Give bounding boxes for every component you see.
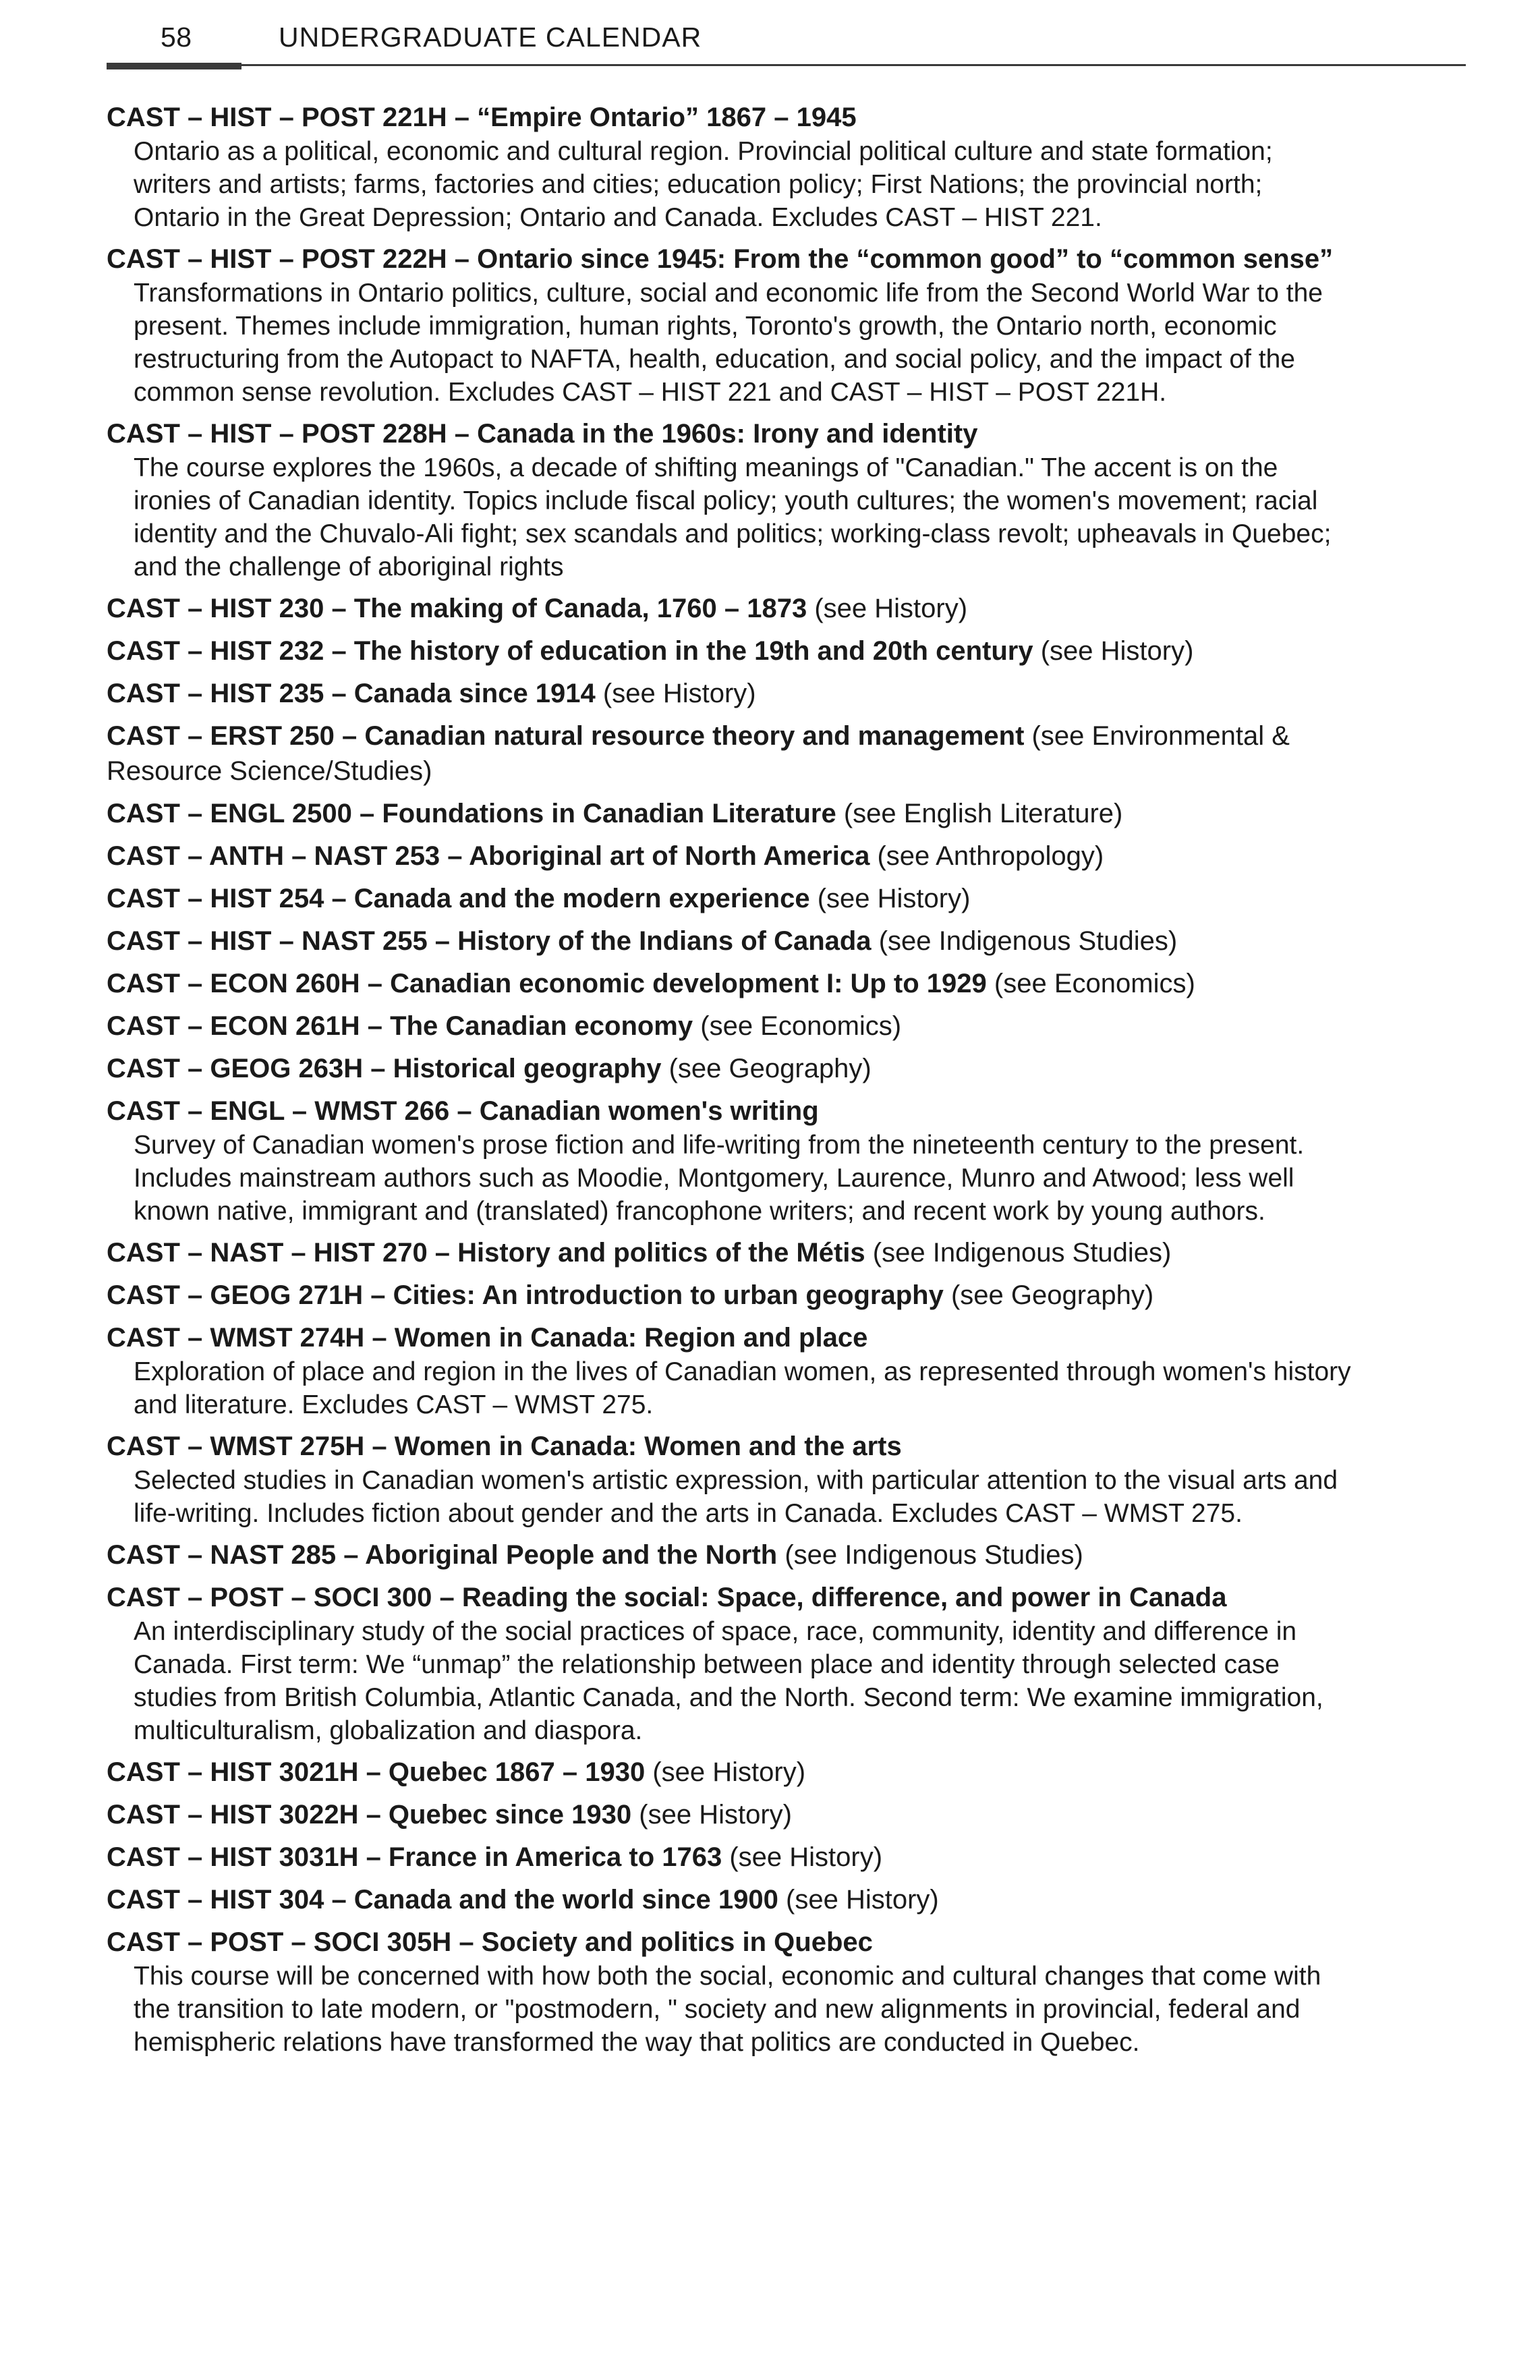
course-entry — [107, 1429, 1351, 1530]
course-title: CAST – GEOG 271H – Cities: An introduction to urban geography — [107, 1280, 944, 1310]
course-title: CAST – ENGL – WMST 266 – Canadian women's writing — [107, 1096, 819, 1126]
course-heading — [107, 100, 1351, 135]
course-heading — [107, 676, 1351, 711]
course-title: CAST – HIST – POST 222H – Ontario since 1945: From the “common good” to “common sense” — [107, 244, 1334, 274]
course-cross-reference: (see Indigenous Studies) — [872, 1238, 1172, 1268]
course-heading — [107, 1094, 1351, 1129]
course-title: CAST – HIST 232 – The history of education in the 19th and 20th century — [107, 636, 1033, 666]
course-heading — [107, 1051, 1351, 1086]
course-heading — [107, 1755, 1351, 1790]
course-title: CAST – NAST 285 – Aboriginal People and the North — [107, 1540, 778, 1570]
course-entry — [107, 591, 1351, 626]
course-cross-reference: (see History) — [652, 1757, 806, 1787]
course-heading — [107, 591, 1351, 626]
course-heading — [107, 796, 1351, 831]
course-heading — [107, 1580, 1351, 1615]
course-entry — [107, 676, 1351, 711]
course-heading — [107, 1320, 1351, 1355]
course-description: Ontario as a political, economic and cultural region. Provincial political culture and state formation; writers and artists; farms, factories and cities; education policy; First Nations; the provincial north; Ontario in the Great Depression; Ontario and Canada. Excludes CAST – HIST 221. — [134, 137, 1273, 232]
course-title: CAST – HIST 230 – The making of Canada, 1760 – 1873 — [107, 594, 807, 623]
course-title: CAST – HIST 304 – Canada and the world since 1900 — [107, 1885, 778, 1915]
course-cross-reference: (see English Literature) — [843, 799, 1123, 828]
course-entry — [107, 242, 1351, 409]
course-heading — [107, 633, 1351, 669]
course-cross-reference: (see Indigenous Studies) — [785, 1540, 1083, 1570]
course-entry — [107, 1925, 1351, 2059]
course-title: CAST – WMST 275H – Women in Canada: Women and the arts — [107, 1432, 902, 1461]
course-entry — [107, 1797, 1351, 1832]
running-header-title: UNDERGRADUATE CALENDAR — [279, 22, 702, 53]
course-cross-reference: (see Environmental & Resource Science/Studies) — [107, 721, 1290, 786]
course-title: CAST – GEOG 263H – Historical geography — [107, 1054, 662, 1083]
course-title: CAST – ANTH – NAST 253 – Aboriginal art of North America — [107, 841, 870, 871]
course-title: CAST – NAST – HIST 270 – History and politics of the Métis — [107, 1238, 865, 1268]
course-heading — [107, 242, 1351, 277]
course-entry — [107, 1840, 1351, 1875]
course-cross-reference: (see Economics) — [700, 1011, 902, 1041]
course-cross-reference: (see Anthropology) — [877, 841, 1104, 871]
course-entry — [107, 416, 1351, 584]
course-title: CAST – ENGL 2500 – Foundations in Canadian Literature — [107, 799, 836, 828]
course-heading — [107, 1537, 1351, 1572]
course-entry — [107, 796, 1351, 831]
course-title: CAST – HIST – POST 228H – Canada in the 1960s: Irony and identity — [107, 419, 978, 449]
course-entry — [107, 100, 1351, 234]
course-heading — [107, 839, 1351, 874]
course-title: CAST – HIST 3031H – France in America to 1763 — [107, 1842, 722, 1872]
course-title: CAST – ECON 260H – Canadian economic development I: Up to 1929 — [107, 969, 987, 998]
page-number: 58 — [161, 22, 192, 53]
course-heading — [107, 1925, 1351, 1960]
course-title: CAST – HIST – NAST 255 – History of the Indians of Canada — [107, 926, 872, 956]
course-description: The course explores the 1960s, a decade of shifting meanings of "Canadian." The accent is on the ironies of Canadian identity. Topics include fiscal policy; youth cultures; the women's movement; racial identity and the Chuvalo-Ali fight; sex scandals and politics; working-class revolt; upheavals in Quebec; and the challenge of aboriginal rights — [134, 453, 1332, 582]
course-entry — [107, 1882, 1351, 1917]
course-cross-reference: (see History) — [817, 884, 971, 913]
course-heading — [107, 881, 1351, 916]
course-title: CAST – ECON 261H – The Canadian economy — [107, 1011, 693, 1041]
course-entry — [107, 1580, 1351, 1747]
course-description: Exploration of place and region in the lives of Canadian women, as represented through women's history and literature. Excludes CAST – WMST 275. — [134, 1357, 1351, 1419]
course-description: Survey of Canadian women's prose fiction and life-writing from the nineteenth century to the present. Includes mainstream authors such as Moodie, Montgomery, Laurence, Munro and Atwood; less well known native, immigrant and (translated) francophone writers; and recent work by young authors. — [134, 1131, 1305, 1226]
course-cross-reference: (see History) — [729, 1842, 883, 1872]
course-heading — [107, 718, 1351, 789]
course-cross-reference: (see History) — [786, 1885, 939, 1915]
course-title: CAST – HIST 235 – Canada since 1914 — [107, 679, 596, 708]
course-description: Transformations in Ontario politics, culture, social and economic life from the Second World War to the present. Themes include immigration, human rights, Toronto's growth, the Ontario north, economic restructuring from the Autopact to NAFTA, health, education, and social policy, and the impact of the common sense revolution. Excludes CAST – HIST 221 and CAST – HIST – POST 221H. — [134, 279, 1323, 407]
course-entry — [107, 1537, 1351, 1572]
course-entry — [107, 924, 1351, 959]
course-cross-reference: (see History) — [602, 679, 756, 708]
course-entry — [107, 881, 1351, 916]
course-entry — [107, 1094, 1351, 1228]
header-rule — [241, 64, 1466, 66]
course-heading — [107, 1840, 1351, 1875]
course-listing — [107, 100, 1351, 2066]
course-entry — [107, 633, 1351, 669]
course-title: CAST – WMST 274H – Women in Canada: Region and place — [107, 1323, 868, 1353]
course-cross-reference: (see History) — [814, 594, 968, 623]
course-title: CAST – POST – SOCI 305H – Society and politics in Quebec — [107, 1927, 873, 1957]
course-entry — [107, 966, 1351, 1001]
course-description: Selected studies in Canadian women's artistic expression, with particular attention to the visual arts and life-writing. Includes fiction about gender and the arts in Canada. Excludes CAST – WMST 275. — [134, 1466, 1338, 1528]
course-entry — [107, 1755, 1351, 1790]
course-title: CAST – HIST – POST 221H – “Empire Ontario” 1867 – 1945 — [107, 103, 857, 132]
course-description: An interdisciplinary study of the social practices of space, race, community, identity and difference in Canada. First term: We “unmap” the relationship between place and identity through selected case studies from British Columbia, Atlantic Canada, and the North. Second term: We examine immigration, multiculturalism, globalization and diaspora. — [134, 1617, 1323, 1745]
header-rule-accent — [107, 63, 241, 69]
course-title: CAST – HIST 3021H – Quebec 1867 – 1930 — [107, 1757, 646, 1787]
course-cross-reference: (see History) — [1040, 636, 1194, 666]
course-entry — [107, 718, 1351, 789]
course-cross-reference: (see Geography) — [950, 1280, 1154, 1310]
course-entry — [107, 839, 1351, 874]
page-header — [107, 19, 1358, 66]
course-heading — [107, 1278, 1351, 1313]
course-cross-reference: (see Indigenous Studies) — [878, 926, 1178, 956]
course-heading — [107, 1429, 1351, 1464]
course-heading — [107, 1009, 1351, 1044]
course-heading — [107, 416, 1351, 451]
course-heading — [107, 1235, 1351, 1270]
course-entry — [107, 1051, 1351, 1086]
course-cross-reference: (see Geography) — [668, 1054, 872, 1083]
course-title: CAST – HIST 3022H – Quebec since 1930 — [107, 1800, 632, 1830]
course-title: CAST – POST – SOCI 300 – Reading the social: Space, difference, and power in Canada — [107, 1583, 1227, 1612]
course-heading — [107, 966, 1351, 1001]
course-entry — [107, 1009, 1351, 1044]
course-cross-reference: (see Economics) — [994, 969, 1195, 998]
course-title: CAST – ERST 250 – Canadian natural resource theory and management — [107, 721, 1025, 751]
course-title: CAST – HIST 254 – Canada and the modern experience — [107, 884, 810, 913]
course-entry — [107, 1278, 1351, 1313]
course-entry — [107, 1320, 1351, 1421]
course-heading — [107, 924, 1351, 959]
course-heading — [107, 1882, 1351, 1917]
course-cross-reference: (see History) — [639, 1800, 792, 1830]
course-description: This course will be concerned with how both the social, economic and cultural changes that come with the transition to late modern, or "postmodern, " society and new alignments in provincial, federal and hemispheric relations have transformed the way that politics are conducted in Quebec. — [134, 1962, 1321, 2057]
course-heading — [107, 1797, 1351, 1832]
course-entry — [107, 1235, 1351, 1270]
